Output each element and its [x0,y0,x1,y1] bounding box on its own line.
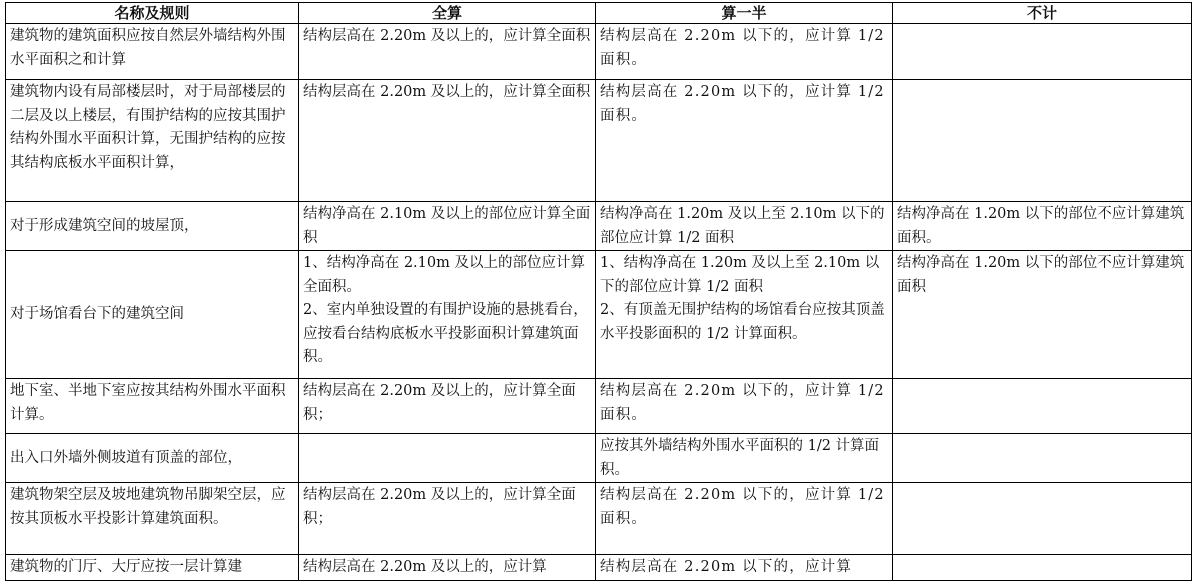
rule-cell: 出入口外墙外侧坡道有顶盖的部位， [6,434,299,483]
header-full: 全算 [299,3,596,24]
table-row [6,251,1192,379]
full-cell: 结构层高在 2.20m 及以上的，应计算 [299,555,596,581]
rule-cell: 对于场馆看台下的建筑空间 [6,251,299,379]
none-cell [893,483,1192,555]
full-cell: 结构净高在 2.10m 及以上的部位应计算全面积 [299,202,596,251]
none-cell: 结构净高在 1.20m 以下的部位不应计算建筑面积 [893,251,1192,379]
half-cell: 结构层高在 2.20m 以下的，应计算 1/2 面积。 [596,379,893,434]
full-cell [299,434,596,483]
none-cell [893,555,1192,581]
table-row [6,483,1192,555]
table-row [6,80,1192,202]
header-none: 不计 [893,3,1192,24]
header-half: 算一半 [596,3,893,24]
rule-cell: 对于形成建筑空间的坡屋顶， [6,202,299,251]
half-cell: 结构层高在 2.20m 以下的，应计算 [596,555,893,581]
header-rule: 名称及规则 [6,3,299,24]
none-cell [893,379,1192,434]
table-row [6,24,1192,80]
half-cell: 结构层高在 2.20m 以下的，应计算 1/2 面积。 [596,483,893,555]
table-row [6,555,1192,581]
full-cell: 结构层高在 2.20m 及以上的，应计算全面积 [299,24,596,80]
full-cell: 结构层高在 2.20m 及以上的，应计算全面积 [299,80,596,202]
half-cell: 应按其外墙结构外围水平面积的 1/2 计算面积。 [596,434,893,483]
half-cell: 结构层高在 2.20m 以下的，应计算 1/2 面积。 [596,80,893,202]
none-cell: 结构净高在 1.20m 以下的部位不应计算建筑面积。 [893,202,1192,251]
rule-cell: 建筑物内设有局部楼层时，对于局部楼层的二层及以上楼层，有围护结构的应按其围护结构外围水平面积计算，无围护结构的应按其结构底板水平面积计算， [6,80,299,202]
rule-cell: 建筑物架空层及坡地建筑物吊脚架空层，应按其顶板水平投影计算建筑面积。 [6,483,299,555]
area-rules-table [5,2,1192,581]
half-cell: 1、结构净高在 1.20m 及以上至 2.10m 以下的部位应计算 1/2 面积 2、有顶盖无围护结构的场馆看台应按其顶盖水平投影面积的 1/2 计算面积。 [596,251,893,379]
full-cell: 1、结构净高在 2.10m 及以上的部位应计算全面积。 2、室内单独设置的有围护设施的悬挑看台，应按看台结构底板水平投影面积计算建筑面积。 [299,251,596,379]
header-row [6,3,1192,24]
none-cell [893,434,1192,483]
full-cell: 结构层高在 2.20m 及以上的，应计算全面积； [299,483,596,555]
table-row [6,434,1192,483]
table-row [6,379,1192,434]
none-cell [893,80,1192,202]
half-cell: 结构净高在 1.20m 及以上至 2.10m 以下的部位应计算 1/2 面积 [596,202,893,251]
rule-cell: 建筑物的门厅、大厅应按一层计算建 [6,555,299,581]
rule-cell: 建筑物的建筑面积应按自然层外墙结构外围水平面积之和计算 [6,24,299,80]
full-cell: 结构层高在 2.20m 及以上的，应计算全面积； [299,379,596,434]
half-cell: 结构层高在 2.20m 以下的，应计算 1/2 面积。 [596,24,893,80]
rule-cell: 地下室、半地下室应按其结构外围水平面积计算。 [6,379,299,434]
none-cell [893,24,1192,80]
table-row [6,202,1192,251]
